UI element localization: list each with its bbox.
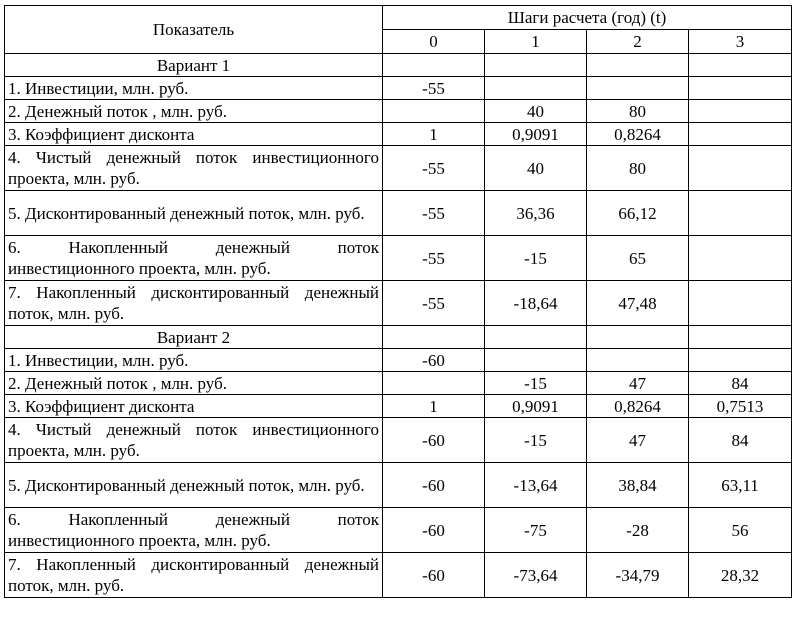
value-cell: 84 [689, 418, 792, 463]
value-cell [689, 146, 792, 191]
value-cell: 84 [689, 372, 792, 395]
value-cell: -55 [383, 191, 485, 236]
value-cell: -60 [383, 508, 485, 553]
value-cell: 0,7513 [689, 395, 792, 418]
value-cell [689, 100, 792, 123]
value-cell: 0,8264 [587, 395, 689, 418]
empty-cell [587, 326, 689, 349]
value-cell: 0,9091 [485, 123, 587, 146]
table-row [5, 281, 792, 326]
value-cell: 36,36 [485, 191, 587, 236]
row-label: 7. Накопленный дисконтированный денежный поток, млн. руб. [5, 281, 383, 326]
value-cell: -15 [485, 418, 587, 463]
value-cell [485, 349, 587, 372]
value-cell: -55 [383, 281, 485, 326]
row-label: 5. Дисконтированный денежный поток, млн. руб. [5, 191, 383, 236]
row-label: 2. Денежный поток , млн. руб. [5, 100, 383, 123]
value-cell: 38,84 [587, 463, 689, 508]
table-row [5, 553, 792, 598]
value-cell: -60 [383, 463, 485, 508]
value-cell: 63,11 [689, 463, 792, 508]
value-cell: -15 [485, 236, 587, 281]
variant-title: Вариант 1 [5, 54, 383, 77]
variant-title: Вариант 2 [5, 326, 383, 349]
value-cell [383, 100, 485, 123]
value-cell: -75 [485, 508, 587, 553]
value-cell: 47,48 [587, 281, 689, 326]
value-cell [587, 77, 689, 100]
value-cell [689, 349, 792, 372]
table-row [5, 349, 792, 372]
variant-title-row [5, 326, 792, 349]
value-cell [689, 77, 792, 100]
value-cell: -60 [383, 349, 485, 372]
empty-cell [689, 326, 792, 349]
empty-cell [689, 54, 792, 77]
value-cell: 40 [485, 100, 587, 123]
table-row [5, 463, 792, 508]
row-label: 1. Инвестиции, млн. руб. [5, 77, 383, 100]
empty-cell [383, 54, 485, 77]
value-cell: -15 [485, 372, 587, 395]
value-cell: -60 [383, 553, 485, 598]
value-cell: -13,64 [485, 463, 587, 508]
value-cell [689, 123, 792, 146]
table-row [5, 395, 792, 418]
value-cell: 28,32 [689, 553, 792, 598]
table-body [5, 6, 792, 598]
row-label: 1. Инвестиции, млн. руб. [5, 349, 383, 372]
value-cell: -55 [383, 236, 485, 281]
row-label: 3. Коэффициент дисконта [5, 123, 383, 146]
value-cell: 65 [587, 236, 689, 281]
value-cell: 1 [383, 123, 485, 146]
value-cell [485, 77, 587, 100]
table-row [5, 372, 792, 395]
value-cell: -55 [383, 77, 485, 100]
value-cell: 56 [689, 508, 792, 553]
value-cell [689, 191, 792, 236]
table-row [5, 236, 792, 281]
empty-cell [383, 326, 485, 349]
header-step: 2 [587, 30, 689, 54]
header-step: 0 [383, 30, 485, 54]
table-row [5, 100, 792, 123]
table-row [5, 418, 792, 463]
value-cell: 80 [587, 146, 689, 191]
table-row [5, 146, 792, 191]
row-label: 4. Чистый денежный поток инвестиционного проекта, млн. руб. [5, 146, 383, 191]
cash-flow-table [4, 5, 792, 598]
header-step: 3 [689, 30, 792, 54]
header-step: 1 [485, 30, 587, 54]
value-cell [689, 236, 792, 281]
value-cell [587, 349, 689, 372]
value-cell: 0,8264 [587, 123, 689, 146]
row-label: 5. Дисконтированный денежный поток, млн. руб. [5, 463, 383, 508]
empty-cell [485, 326, 587, 349]
table-row [5, 508, 792, 553]
table-row [5, 123, 792, 146]
value-cell: -60 [383, 418, 485, 463]
value-cell: 40 [485, 146, 587, 191]
empty-cell [587, 54, 689, 77]
value-cell: 47 [587, 372, 689, 395]
value-cell: 66,12 [587, 191, 689, 236]
value-cell: -55 [383, 146, 485, 191]
row-label: 6. Накопленный денежный поток инвестиционного проекта, млн. руб. [5, 236, 383, 281]
row-label: 3. Коэффициент дисконта [5, 395, 383, 418]
value-cell: -18,64 [485, 281, 587, 326]
value-cell [689, 281, 792, 326]
variant-title-row [5, 54, 792, 77]
row-label: 6. Накопленный денежный поток инвестиционного проекта, млн. руб. [5, 508, 383, 553]
value-cell: 80 [587, 100, 689, 123]
value-cell: 47 [587, 418, 689, 463]
row-label: 4. Чистый денежный поток инвестиционного проекта, млн. руб. [5, 418, 383, 463]
value-cell: 1 [383, 395, 485, 418]
empty-cell [485, 54, 587, 77]
value-cell [383, 372, 485, 395]
header-indicator: Показатель [5, 6, 383, 54]
header-row [5, 6, 792, 30]
header-steps-title: Шаги расчета (год) (t) [383, 6, 792, 30]
value-cell: -34,79 [587, 553, 689, 598]
value-cell: -28 [587, 508, 689, 553]
row-label: 2. Денежный поток , млн. руб. [5, 372, 383, 395]
table-row [5, 77, 792, 100]
value-cell: -73,64 [485, 553, 587, 598]
row-label: 7. Накопленный дисконтированный денежный поток, млн. руб. [5, 553, 383, 598]
table-row [5, 191, 792, 236]
value-cell: 0,9091 [485, 395, 587, 418]
